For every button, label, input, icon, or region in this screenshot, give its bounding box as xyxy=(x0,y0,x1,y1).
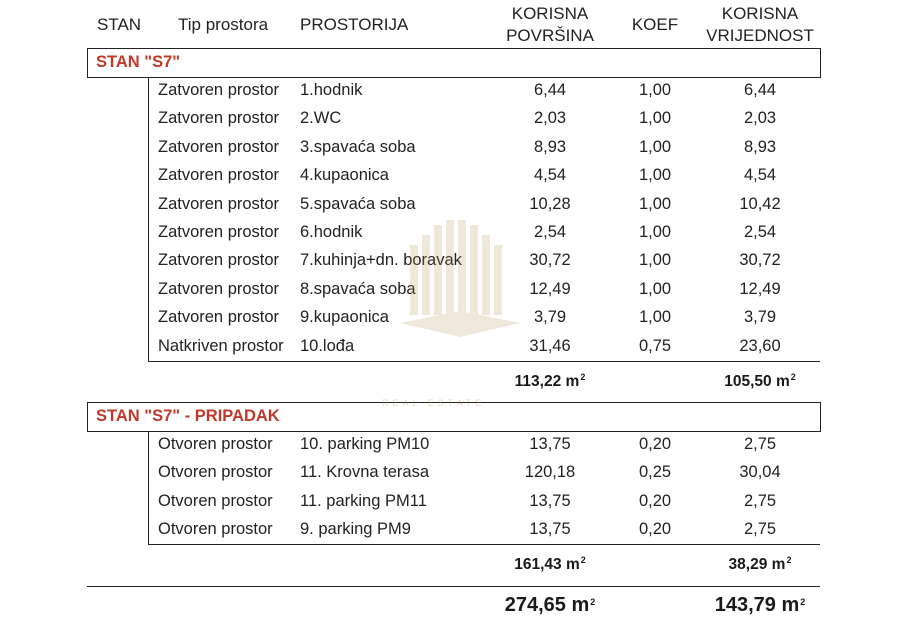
section2-total-vrijednost: 38,29 $m^2$ xyxy=(728,555,792,573)
section2-total-povrsina: 161,43 $m^2$ xyxy=(514,555,586,573)
row-vrijednost: 2,03 xyxy=(743,109,777,128)
row-prostorija: 10.lođa xyxy=(300,336,355,355)
row-povrsina: 2,03 xyxy=(533,109,567,128)
row-tip-prostora: Zatvoren prostor xyxy=(158,81,280,99)
section1-divider xyxy=(148,77,149,361)
row-koef: 1,00 xyxy=(638,223,672,241)
section2-divider xyxy=(148,431,149,544)
row-vrijednost: 23,60 xyxy=(739,336,781,355)
header-prostorija: PROSTORIJA xyxy=(300,15,409,34)
row-tip-prostora: Zatvoren prostor xyxy=(158,166,280,185)
row-povrsina: 31,46 xyxy=(529,336,571,355)
section1-title: STAN "S7" xyxy=(96,53,181,71)
row-koef: 1,00 xyxy=(638,109,672,128)
section2-title: STAN "S7" - PRIPADAK xyxy=(96,407,280,425)
row-tip-prostora: Zatvoren prostor xyxy=(158,308,280,327)
row-tip-prostora: Zatvoren prostor xyxy=(158,137,280,156)
row-vrijednost: 30,72 xyxy=(739,251,781,270)
row-prostorija: 11. parking PM11 xyxy=(300,491,427,510)
row-povrsina: 13,75 xyxy=(529,435,571,453)
row-koef: 0,25 xyxy=(638,463,672,482)
header-tip-prostora: Tip prostora xyxy=(178,15,269,34)
grand-top-line xyxy=(87,586,820,587)
row-prostorija: 2.WC xyxy=(300,109,342,128)
row-tip-prostora: Zatvoren prostor xyxy=(158,279,280,298)
row-prostorija: 6.hodnik xyxy=(300,223,363,241)
section1-total-vrijednost: 105,50 $m^2$ xyxy=(724,372,796,390)
row-povrsina: 10,28 xyxy=(529,194,571,213)
row-koef: 1,00 xyxy=(638,194,672,213)
row-prostorija: 9. parking PM9 xyxy=(300,520,411,539)
row-povrsina: 8,93 xyxy=(533,137,567,156)
row-povrsina: 12,49 xyxy=(529,279,571,298)
header-stan: STAN xyxy=(97,15,142,34)
section2-bottom-line xyxy=(148,544,820,545)
watermark-text: REAL ESTATE xyxy=(382,398,486,408)
row-tip-prostora: Zatvoren prostor xyxy=(158,194,280,213)
row-povrsina: 2,54 xyxy=(533,223,567,241)
row-prostorija: 10. parking PM10 xyxy=(300,435,430,453)
watermark-logo xyxy=(390,215,530,355)
row-tip-prostora: Zatvoren prostor xyxy=(158,109,280,128)
row-tip-prostora: Otvoren prostor xyxy=(158,463,273,482)
row-prostorija: 7.kuhinja+dn. boravak xyxy=(300,251,462,270)
row-prostorija: 1.hodnik xyxy=(300,81,363,99)
row-prostorija: 8.spavaća soba xyxy=(300,279,416,298)
header-korisna-vrijednost-2: VRIJEDNOST xyxy=(706,26,814,45)
row-vrijednost: 30,04 xyxy=(739,463,781,482)
row-povrsina: 6,44 xyxy=(533,81,567,99)
row-prostorija: 9.kupaonica xyxy=(300,308,389,327)
row-povrsina: 120,18 xyxy=(524,463,576,482)
row-koef: 0,20 xyxy=(638,520,672,539)
row-povrsina: 13,75 xyxy=(529,491,571,510)
section1-total-povrsina: 113,22 $m^2$ xyxy=(514,372,586,390)
header-korisna-vrijednost-1: KORISNA xyxy=(721,4,799,23)
row-povrsina: 13,75 xyxy=(529,520,571,539)
row-koef: 1,00 xyxy=(638,166,672,185)
section1-bottom-line xyxy=(148,361,820,362)
row-vrijednost: 4,54 xyxy=(743,166,777,185)
row-koef: 1,00 xyxy=(638,251,672,270)
grand-total-vrijednost: 143,79 $m^2$ xyxy=(714,594,806,616)
row-vrijednost: 6,44 xyxy=(743,81,777,99)
grand-total-povrsina: 274,65 $m^2$ xyxy=(504,594,596,616)
row-prostorija: 4.kupaonica xyxy=(300,166,389,185)
row-koef: 0,20 xyxy=(638,491,672,510)
row-vrijednost: 8,93 xyxy=(743,137,777,156)
row-vrijednost: 2,75 xyxy=(743,435,777,453)
row-koef: 1,00 xyxy=(638,308,672,327)
row-povrsina: 30,72 xyxy=(529,251,571,270)
row-tip-prostora: Natkriven prostor xyxy=(158,336,284,355)
row-tip-prostora: Otvoren prostor xyxy=(158,435,273,453)
header-koef: KOEF xyxy=(631,15,679,34)
row-prostorija: 5.spavaća soba xyxy=(300,194,416,213)
row-vrijednost: 12,49 xyxy=(739,279,781,298)
row-tip-prostora: Otvoren prostor xyxy=(158,491,273,510)
section1-title-box xyxy=(87,48,821,78)
row-koef: 1,00 xyxy=(638,279,672,298)
row-vrijednost: 2,75 xyxy=(743,520,777,539)
row-vrijednost: 3,79 xyxy=(743,308,777,327)
row-vrijednost: 2,54 xyxy=(743,223,777,241)
row-tip-prostora: Zatvoren prostor xyxy=(158,251,280,270)
header-korisna-povrsina-2: POVRŠINA xyxy=(506,26,594,45)
row-koef: 0,20 xyxy=(638,435,672,453)
row-prostorija: 3.spavaća soba xyxy=(300,137,416,156)
row-vrijednost: 10,42 xyxy=(739,194,781,213)
row-povrsina: 4,54 xyxy=(533,166,567,185)
row-prostorija: 11. Krovna terasa xyxy=(300,463,430,482)
header-korisna-povrsina-1: KORISNA xyxy=(511,4,589,23)
row-povrsina: 3,79 xyxy=(533,308,567,327)
row-tip-prostora: Zatvoren prostor xyxy=(158,223,280,241)
row-koef: 0,75 xyxy=(638,336,672,355)
row-koef: 1,00 xyxy=(638,137,672,156)
row-tip-prostora: Otvoren prostor xyxy=(158,520,273,539)
row-koef: 1,00 xyxy=(638,81,672,99)
row-vrijednost: 2,75 xyxy=(743,491,777,510)
